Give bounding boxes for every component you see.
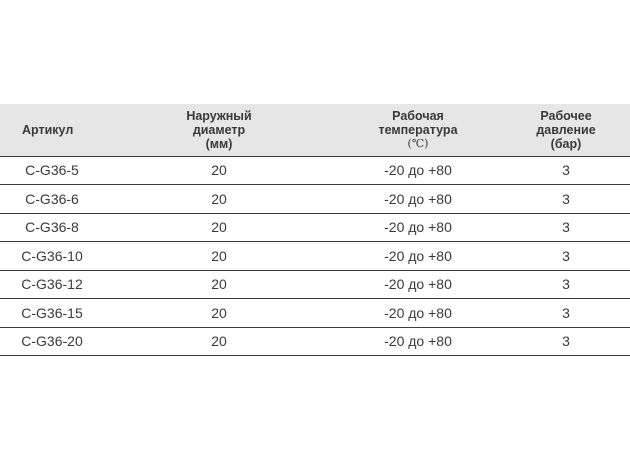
cell-pressure: 3 bbox=[502, 185, 630, 214]
cell-temperature: -20 до +80 bbox=[334, 242, 502, 271]
cell-diameter: 20 bbox=[104, 185, 334, 214]
cell-pressure: 3 bbox=[502, 242, 630, 271]
table-row bbox=[0, 185, 630, 214]
table-row bbox=[0, 299, 630, 328]
header-diameter bbox=[104, 104, 334, 156]
cell-temperature: -20 до +80 bbox=[334, 299, 502, 328]
header-article bbox=[0, 104, 104, 156]
header-pressure-line-1: Рабочее bbox=[540, 108, 592, 123]
header-diameter-unit: (мм) bbox=[205, 136, 233, 151]
cell-article: C-G36-5 bbox=[0, 156, 104, 185]
cell-temperature: -20 до +80 bbox=[334, 327, 502, 356]
cell-article: C-G36-20 bbox=[0, 327, 104, 356]
header-pressure bbox=[502, 104, 630, 156]
table-row bbox=[0, 156, 630, 185]
cell-diameter: 20 bbox=[104, 270, 334, 299]
table-row bbox=[0, 327, 630, 356]
cell-temperature: -20 до +80 bbox=[334, 270, 502, 299]
specification-table bbox=[0, 104, 630, 356]
header-temperature-line-1: Рабочая bbox=[392, 108, 444, 123]
table-row bbox=[0, 213, 630, 242]
table-row bbox=[0, 242, 630, 271]
cell-article: C-G36-6 bbox=[0, 185, 104, 214]
cell-diameter: 20 bbox=[104, 213, 334, 242]
cell-article: C-G36-10 bbox=[0, 242, 104, 271]
cell-temperature: -20 до +80 bbox=[334, 156, 502, 185]
header-diameter-line-1: Наружный bbox=[186, 108, 252, 123]
cell-pressure: 3 bbox=[502, 299, 630, 328]
cell-article: C-G36-8 bbox=[0, 213, 104, 242]
header-diameter-line-2: диаметр bbox=[192, 122, 246, 137]
cell-article: C-G36-12 bbox=[0, 270, 104, 299]
cell-diameter: 20 bbox=[104, 327, 334, 356]
cell-temperature: -20 до +80 bbox=[334, 185, 502, 214]
header-pressure-unit: (бар) bbox=[550, 136, 582, 151]
cell-pressure: 3 bbox=[502, 327, 630, 356]
header-temperature-unit: (℃) bbox=[407, 136, 429, 150]
cell-article: C-G36-15 bbox=[0, 299, 104, 328]
header-temperature bbox=[334, 104, 502, 156]
table-header-row bbox=[0, 104, 630, 156]
table-row bbox=[0, 270, 630, 299]
header-pressure-line-2: давление bbox=[536, 122, 596, 137]
cell-pressure: 3 bbox=[502, 270, 630, 299]
header-article-label: Артикул bbox=[22, 122, 74, 137]
cell-temperature: -20 до +80 bbox=[334, 213, 502, 242]
cell-diameter: 20 bbox=[104, 156, 334, 185]
cell-pressure: 3 bbox=[502, 213, 630, 242]
cell-pressure: 3 bbox=[502, 156, 630, 185]
header-temperature-line-2: температура bbox=[378, 122, 458, 137]
cell-diameter: 20 bbox=[104, 242, 334, 271]
cell-diameter: 20 bbox=[104, 299, 334, 328]
